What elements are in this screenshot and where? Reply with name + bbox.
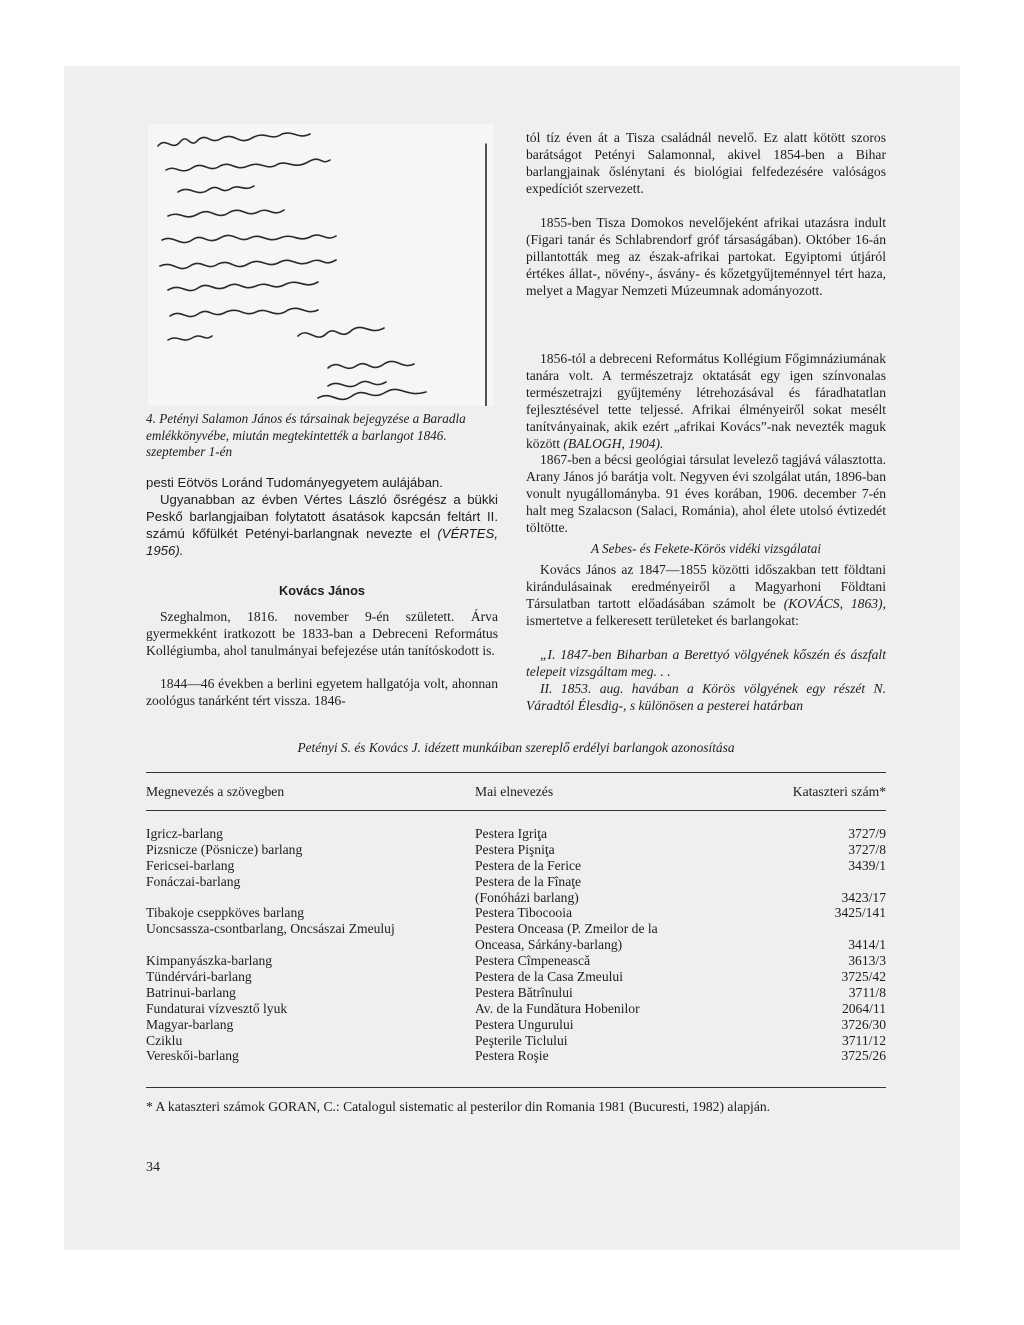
figure-caption: [146, 411, 500, 461]
cell-name: Igricz-barlang: [146, 826, 223, 841]
cell-current-name: Pestera Igriţa: [475, 826, 548, 841]
left-para-2: [146, 492, 498, 560]
cell-current-name: Pestera Roşie: [475, 1048, 549, 1064]
cell-current-name: Peşterile Ticlului: [475, 1032, 568, 1048]
table-title: Petényi S. és Kovács J. idézett munkáiban szereplő erdélyi barlangok azonosítása: [297, 740, 735, 755]
right-para-1: tól tíz éven át a Tisza családnál nevelő. Ez alatt kötött szoros barátságot Petényi Salamonnal, akivel 1854-ben a Bihar barlangjainak őslénytani és biológiai felfedezésére valóságos expedíciót szervezett.: [526, 130, 886, 196]
cell-cadastral-number: 3726/30: [841, 1016, 886, 1032]
table-header-current-name: Mai elnevezés: [475, 784, 554, 799]
table-row: [146, 1017, 886, 1033]
table-header-rule: [146, 810, 886, 811]
table-row: [146, 1048, 886, 1064]
caption-text: Petényi Salamon János és társainak bejegyzése a Baradla emlékkönyvébe, miután megtekintették a barlangot 1846. szeptember 1-én: [146, 411, 466, 460]
cell-current-name: Pestera de la Fînaţe: [475, 873, 582, 889]
right-para-3-ref: (BALOGH, 1904).: [563, 435, 664, 451]
cell-name: Uoncsassza-csontbarlang, Oncsászai Zmeuluj: [146, 921, 395, 937]
cell-name: Tibakoje cseppköves barlang: [146, 905, 305, 921]
cell-name: Pizsnicze (Pösnicze) barlang: [146, 841, 303, 857]
cell-cadastral-number: 3725/26: [841, 1048, 886, 1064]
right-para-5-ref: (KOVÁCS, 1863),: [783, 595, 886, 611]
caption-number: 4.: [146, 411, 156, 426]
table-row: [146, 953, 886, 969]
cell-cadastral-number: 3727/9: [848, 826, 886, 841]
table-top-rule: [146, 772, 886, 773]
left-para-3: Szeghalmon, 1816. november 9-én született. Árva gyermekként iratkozott be 1833-ban a Debreceni Református Kollégiumba, ahol tanulmányai befejezése után tanítóskodott is.: [146, 609, 498, 658]
table-row: [146, 1033, 886, 1049]
cell-cadastral-number: 3414/1: [848, 937, 886, 953]
table-row: [146, 969, 886, 985]
table-row: [146, 921, 886, 937]
quote-2: II. 1853. aug. havában a Körös völgyének egy részét N. Váradtól Élesdig-, s különösen a pesterei határban: [526, 681, 886, 713]
cell-name: Kimpanyászka-barlang: [146, 953, 273, 969]
cell-cadastral-number: 3423/17: [841, 889, 886, 905]
table-row: [146, 905, 886, 921]
right-para-5: [526, 562, 886, 630]
handwriting-drawing: [148, 124, 494, 406]
table-body: [146, 826, 886, 1064]
right-para-4: 1867-ben a bécsi geológiai társulat levelező tagjává választotta. Arany János jó barátja volt. Negyven évi szolgálat után, 1896-ban vonult nyugállományba. 91 éves korában, 1906. december 7-én halt meg Szalacson (Salaci, Románia), ahol élete utolsó évtizedét töltötte.: [526, 452, 886, 535]
right-para-2: 1855-ben Tisza Domokos nevelőjeként afrikai utazásra indult (Figari tanár és Schlabrendorf gróf társaságában). Október 16-án pillantották meg az észak-afrikai partokat. Egyiptomi útjáról értékes állat-, növény-, ásvány- és kőzetgyűjteménnyel tért haza, melyet a Magyar Nemzeti Múzeumnak adományozott.: [526, 215, 886, 298]
quote-1: „I. 1847-ben Biharban a Berettyó völgyének kőszén és ászfalt telepeit vizsgáltam meg. . .: [526, 647, 886, 679]
table-row: [146, 842, 886, 858]
cell-cadastral-number: 3727/8: [848, 841, 886, 857]
table-row: [146, 985, 886, 1001]
section-title-sebes-korös: A Sebes- és Fekete-Körös vidéki vizsgálatai: [590, 541, 822, 556]
cell-current-name: Pestera Cîmpeneascǎ: [475, 953, 591, 969]
table-row: [146, 826, 886, 842]
table-row: [146, 937, 886, 953]
right-para-3-text: 1856-tól a debreceni Református Kollégium Főgimnáziumának tanára volt. A természetrajz oktatását egy igen színvonalas természetrajzi gyűjtemény létrehozásával és fáradhatatlan fejlesztésével tette teljessé. Afrikai élményeiről sokat mesélt tanítványainak, akik ezért „afrikai Kovács”-nak nevezték maguk között: [526, 351, 886, 451]
cell-current-name: Pestera Ungurului: [475, 1016, 574, 1032]
left-para-2-text: Ugyanabban az évben Vértes László ősrégész a bükki Peskő barlangjaiban folytatott ásatások kapcsán feltárt II. számú kőfülkét Petényi-barlangnak nevezte el: [146, 492, 498, 541]
left-para-2-ref: (VÉRTES, 1956).: [146, 525, 498, 558]
cell-current-name: Pestera de la Casa Zmeului: [475, 969, 623, 985]
table-row: [146, 1001, 886, 1017]
cell-cadastral-number: 3711/8: [848, 984, 886, 1000]
cell-name: Fonáczai-barlang: [146, 873, 241, 889]
cell-cadastral-number: 3613/3: [848, 953, 886, 969]
table-bottom-rule: [146, 1087, 886, 1088]
right-para-5-end: ismertetve a felkeresett területeket és barlangokat:: [526, 612, 799, 628]
cell-name: Fericsei-barlang: [146, 857, 235, 873]
cell-name: Magyar-barlang: [146, 1016, 234, 1032]
right-para-5-text: Kovács János az 1847—1855 közötti időszakban tett földtani kirándulásainak eredményeiről a Magyarhoni Földtani Társulatban tartott előadásában számolt be: [526, 562, 886, 611]
cell-name: Cziklu: [146, 1032, 183, 1048]
cell-name: Vereskői-barlang: [146, 1048, 239, 1064]
table-row: [146, 890, 886, 906]
table-header-name: Megnevezés a szövegben: [146, 784, 285, 799]
table-row: [146, 874, 886, 890]
left-para-4: 1844—46 években a berlini egyetem hallgatója volt, ahonnan zoológus tanárként tért vissza. 1846-: [146, 676, 498, 708]
cell-current-name: Pestera Bǎtrînului: [475, 984, 573, 1000]
cell-name: Batrinui-barlang: [146, 984, 236, 1000]
cell-current-name: Pestera Pişniţa: [475, 841, 555, 857]
cell-cadastral-number: 2064/11: [841, 1000, 886, 1016]
cell-current-name: Av. de la Fundǎtura Hobenilor: [475, 1000, 640, 1016]
page-number: 34: [146, 1160, 160, 1175]
right-para-3: [526, 351, 886, 452]
footnote: * A kataszteri számok GORAN, C.: Catalogul sistematic al pesterilor din Romania 1981 (Bucuresti, 1982) alapján.: [146, 1099, 771, 1114]
cell-current-name: Pestera Tibocooia: [475, 905, 573, 921]
section-heading-kovacs: Kovács János: [278, 583, 366, 598]
cell-current-name: Pestera de la Ferice: [475, 857, 582, 873]
cell-name: Tündérvári-barlang: [146, 969, 252, 985]
table-row: [146, 858, 886, 874]
cell-name: Fundaturai vízvesztő lyuk: [146, 1000, 288, 1016]
cell-cadastral-number: 3725/42: [841, 969, 886, 985]
guestbook-handwriting-image: [148, 124, 494, 406]
cell-cadastral-number: 3425/141: [834, 905, 886, 921]
cell-cadastral-number: 3711/12: [841, 1032, 886, 1048]
cell-current-name: Pestera Onceasa (P. Zmeilor de la: [475, 921, 658, 937]
cell-cadastral-number: 3439/1: [848, 857, 886, 873]
left-para-1: pesti Eötvös Loránd Tudományegyetem aulájában.: [146, 475, 443, 490]
cell-current-name: (Fonóházi barlang): [475, 889, 579, 905]
table-header-cadastral: Kataszteri szám*: [792, 784, 886, 799]
cell-current-name: Onceasa, Sárkány-barlang): [475, 937, 623, 953]
